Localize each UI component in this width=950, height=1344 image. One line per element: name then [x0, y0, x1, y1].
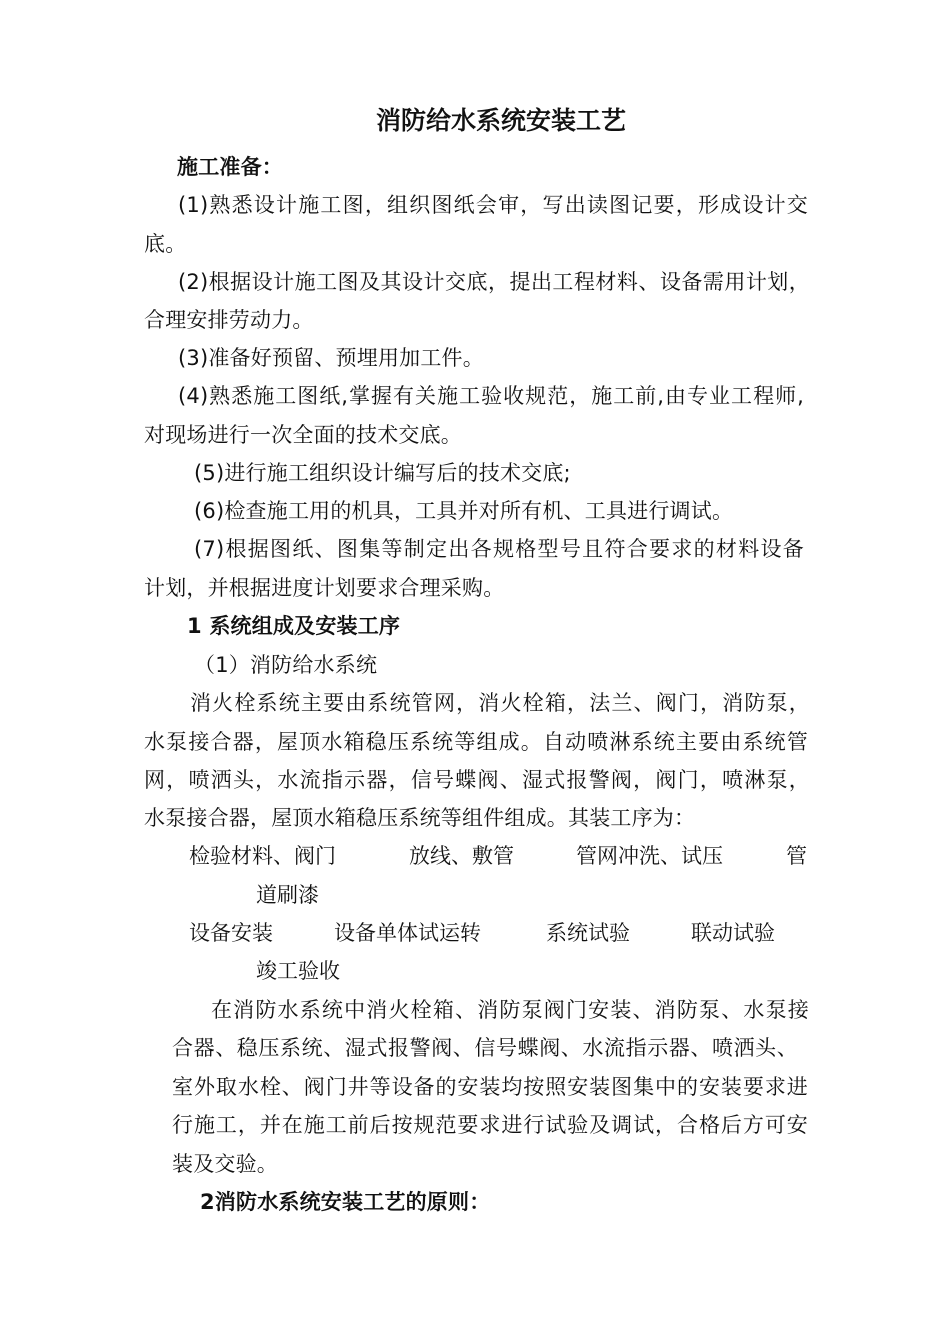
section-1-install-line-2: 合器、稳压系统、湿式报警阀、信号蝶阀、水流指示器、喷洒头、 — [172, 1036, 798, 1060]
section-1-heading: 1 系统组成及安装工序 — [187, 614, 401, 638]
prep-heading: 施工准备： — [177, 155, 283, 179]
prep-item-2-line-1: (2)根据设计施工图及其设计交底，提出工程材料、设备需用计划， — [178, 270, 810, 294]
flow-step-inspect-materials: 检验材料、阀门 — [189, 844, 336, 868]
prep-item-7-line-1: (7)根据图纸、图集等制定出各规格型号且符合要求的材料设备 — [194, 537, 804, 561]
prep-item-4-line-2: 对现场进行一次全面的技术交底。 — [144, 423, 462, 447]
prep-item-6: (6)检查施工用的机具，工具并对所有机、工具进行调试。 — [194, 499, 734, 523]
flow-step-layout-piping: 放线、敷管 — [409, 844, 514, 868]
flow-step-equipment-install: 设备安装 — [189, 921, 273, 945]
prep-item-5: (5)进行施工组织设计编写后的技术交底; — [194, 461, 571, 485]
flow-step-pipe-painting-cont: 道刷漆 — [256, 883, 319, 907]
section-1-body-line-3: 网，喷洒头，水流指示器，信号蝶阀、湿式报警阀，阀门，喷淋泵， — [144, 768, 810, 792]
prep-item-4-line-1: (4)熟悉施工图纸,掌握有关施工验收规范，施工前,由专业工程师, — [178, 384, 804, 408]
page-title: 消防给水系统安装工艺 — [375, 106, 626, 135]
section-1-body-line-1: 消火栓系统主要由系统管网，消火栓箱，法兰、阀门，消防泵， — [190, 691, 810, 715]
prep-item-1-line-2: 底。 — [144, 232, 187, 256]
section-1-body-line-2: 水泵接合器，屋顶水箱稳压系统等组成。自动喷淋系统主要由系统管 — [144, 730, 808, 754]
flow-step-flush-pressure-test: 管网冲洗、试压 — [576, 844, 723, 868]
section-1-install-line-5: 装及交验。 — [172, 1152, 278, 1176]
flow-step-linkage-test: 联动试验 — [691, 921, 775, 945]
flow-step-pipe-painting-start: 管 — [786, 844, 807, 868]
section-1-install-line-1: 在消防水系统中消火栓箱、消防泵阀门安装、消防泵、水泵接 — [211, 998, 809, 1022]
flow-step-unit-trial-run: 设备单体试运转 — [334, 921, 481, 945]
prep-item-1-line-1: (1)熟悉设计施工图，组织图纸会审，写出读图记要，形成设计交 — [178, 193, 808, 217]
section-1-subheading: （1）消防给水系统 — [194, 653, 378, 677]
prep-item-2-line-2: 合理安排劳动力。 — [144, 308, 314, 332]
section-2-heading: 2消防水系统安装工艺的原则： — [200, 1190, 491, 1214]
prep-item-3: (3)准备好预留、预埋用加工件。 — [178, 346, 484, 370]
prep-item-7-line-2: 计划，并根据进度计划要求合理采购。 — [144, 576, 505, 600]
section-1-body-line-4: 水泵接合器，屋顶水箱稳压系统等组件组成。其装工序为： — [144, 806, 696, 830]
section-1-install-line-3: 室外取水栓、阀门井等设备的安装均按照安装图集中的安装要求进 — [172, 1075, 808, 1099]
flow-step-system-test: 系统试验 — [546, 921, 630, 945]
section-1-install-line-4: 行施工，并在施工前后按规范要求进行试验及调试，合格后方可安 — [172, 1113, 808, 1137]
flow-step-final-acceptance: 竣工验收 — [256, 959, 340, 983]
